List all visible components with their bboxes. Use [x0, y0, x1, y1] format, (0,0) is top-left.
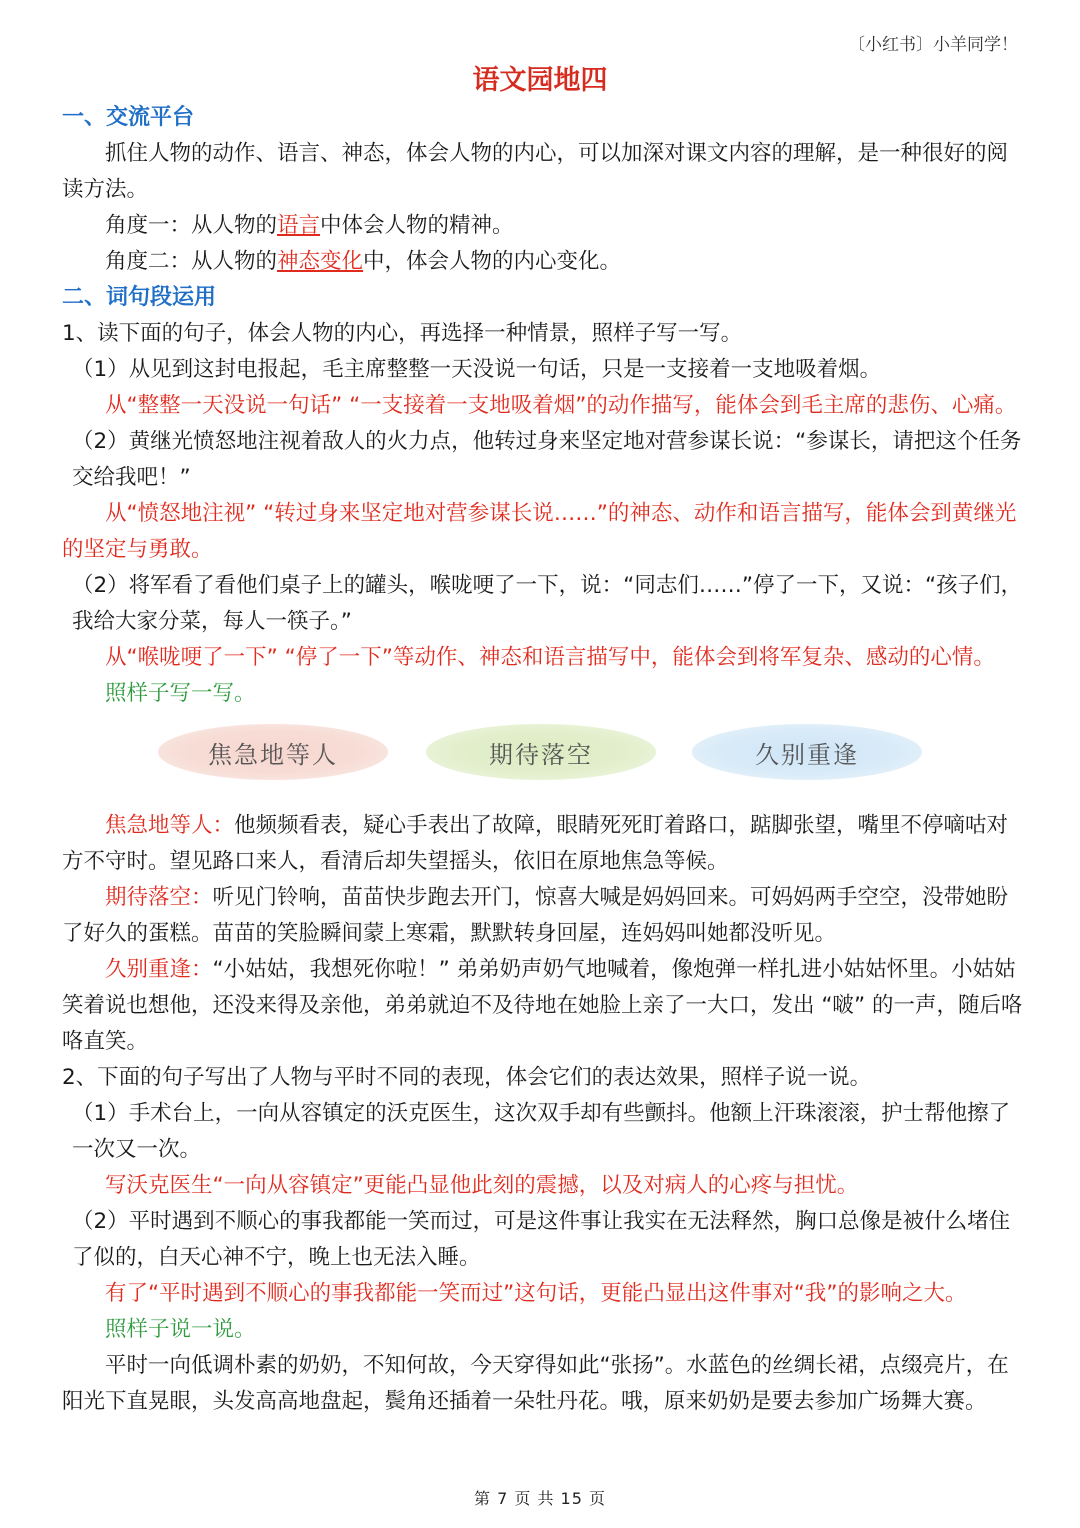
q1-sentence-3: （2）将军看了看他们桌子上的罐头，喉咙哽了一下，说：“同志们……”停了一下，又说：“孩子们，我给大家分菜，每人一筷子。” — [72, 573, 1023, 634]
section1-intro: 抓住人物的动作、语言、神态，体会人物的内心，可以加深对课文内容的理解，是一种很好的阅读方法。 — [62, 141, 1009, 202]
q1-answer-3: 从“喉咙哽了一下” “停了一下”等动作、神态和语言描写中，能体会到将军复杂、感动的心情。 — [105, 645, 995, 670]
angle2-keyword: 神态变化 — [277, 249, 364, 274]
example-2-label: 期待落空： — [105, 885, 213, 910]
q1-prompt: 照样子写一写。 — [105, 681, 256, 706]
example-3-text: “小姑姑，我想死你啦！” 弟弟奶声奶气地喊着，像炮弹一样扎进小姑姑怀里。小姑姑笑着说也想他，还没来得及亲他，弟弟就迫不及待地在她脸上亲了一大口，发出 “啵” 的一声，随后咯咯直笑。 — [62, 957, 1023, 1054]
q2-answer-1: 写沃克医生“一向从容镇定”更能凸显他此刻的震撼，以及对病人的心疼与担忧。 — [105, 1173, 859, 1198]
angle1 — [62, 208, 1028, 244]
page-title: 语文园地四 — [472, 65, 608, 96]
example-1-label: 焦急地等人： — [105, 813, 235, 838]
example-1-text: 他频频看表，疑心手表出了故障，眼睛死死盯着路口，踮脚张望，嘴里不停嘀咕对方不守时。望见路口来人，看清后却失望摇头，依旧在原地焦急等候。 — [62, 813, 1009, 874]
angle1-prefix: 角度一：从人物的 — [105, 213, 278, 238]
scene-reunion: 久别重逢 — [692, 724, 922, 780]
angle1-keyword: 语言 — [277, 213, 321, 238]
angle1-suffix: 中体会人物的精神。 — [320, 213, 514, 238]
scene-disappointed: 期待落空 — [426, 724, 656, 780]
question-2: 2、下面的句子写出了人物与平时不同的表现，体会它们的表达效果，照样子说一说。 — [62, 1065, 872, 1090]
q1-answer-2: 从“愤怒地注视” “转过身来坚定地对营参谋长说……”的神态、动作和语言描写，能体会到黄继光的坚定与勇敢。 — [62, 501, 1017, 562]
q1-sentence-2: （2）黄继光愤怒地注视着敌人的火力点，他转过身来坚定地对营参谋长说：“参谋长，请把这个任务交给我吧！” — [72, 429, 1022, 490]
content — [62, 100, 1028, 1420]
q2-sentence-1: （1）手术台上，一向从容镇定的沃克医生，这次双手却有些颤抖。他额上汗珠滚滚，护士帮他擦了一次又一次。 — [72, 1101, 1011, 1162]
example-1 — [62, 808, 1028, 880]
angle2-suffix: 中，体会人物的内心变化。 — [363, 249, 622, 274]
q2-sentence-2: （2）平时遇到不顺心的事我都能一笑而过，可是这件事让我实在无法释然，胸口总像是被什么堵住了似的，白天心神不宁，晚上也无法入睡。 — [72, 1209, 1011, 1270]
page-number: 第 7 页 共 15 页 — [474, 1489, 606, 1508]
watermark: 〔小红书〕小羊同学！ — [848, 35, 1018, 55]
scene-options — [62, 712, 1028, 808]
section1-heading: 一、交流平台 — [62, 105, 195, 130]
example-2-text: 听见门铃响，苗苗快步跑去开门，惊喜大喊是妈妈回来。可妈妈两手空空，没带她盼了好久的蛋糕。苗苗的笑脸瞬间蒙上寒霜，默默转身回屋，连妈妈叫她都没听见。 — [62, 885, 1009, 946]
angle2-prefix: 角度二：从人物的 — [105, 249, 278, 274]
example-3-label: 久别重逢： — [105, 957, 213, 982]
q2-example: 平时一向低调朴素的奶奶，不知何故，今天穿得如此“张扬”。水蓝色的丝绸长裙，点缀亮片，在阳光下直晃眼，头发高高地盘起，鬓角还插着一朵牡丹花。哦，原来奶奶是要去参加广场舞大赛。 — [62, 1353, 1009, 1414]
angle2 — [62, 244, 1028, 280]
example-3 — [62, 952, 1028, 1060]
q1-answer-1: 从“整整一天没说一句话” “一支接着一支地吸着烟”的动作描写，能体会到毛主席的悲伤、心痛。 — [105, 393, 1017, 418]
example-2 — [62, 880, 1028, 952]
q2-answer-2: 有了“平时遇到不顺心的事我都能一笑而过”这句话，更能凸显出这件事对“我”的影响之大。 — [105, 1281, 967, 1306]
q1-sentence-1: （1）从见到这封电报起，毛主席整整一天没说一句话，只是一支接着一支地吸着烟。 — [72, 357, 882, 382]
question-1: 1、读下面的句子，体会人物的内心，再选择一种情景，照样子写一写。 — [62, 321, 743, 346]
scene-waiting: 焦急地等人 — [158, 724, 388, 780]
section2-heading: 二、词句段运用 — [62, 285, 217, 310]
q2-prompt: 照样子说一说。 — [105, 1317, 256, 1342]
